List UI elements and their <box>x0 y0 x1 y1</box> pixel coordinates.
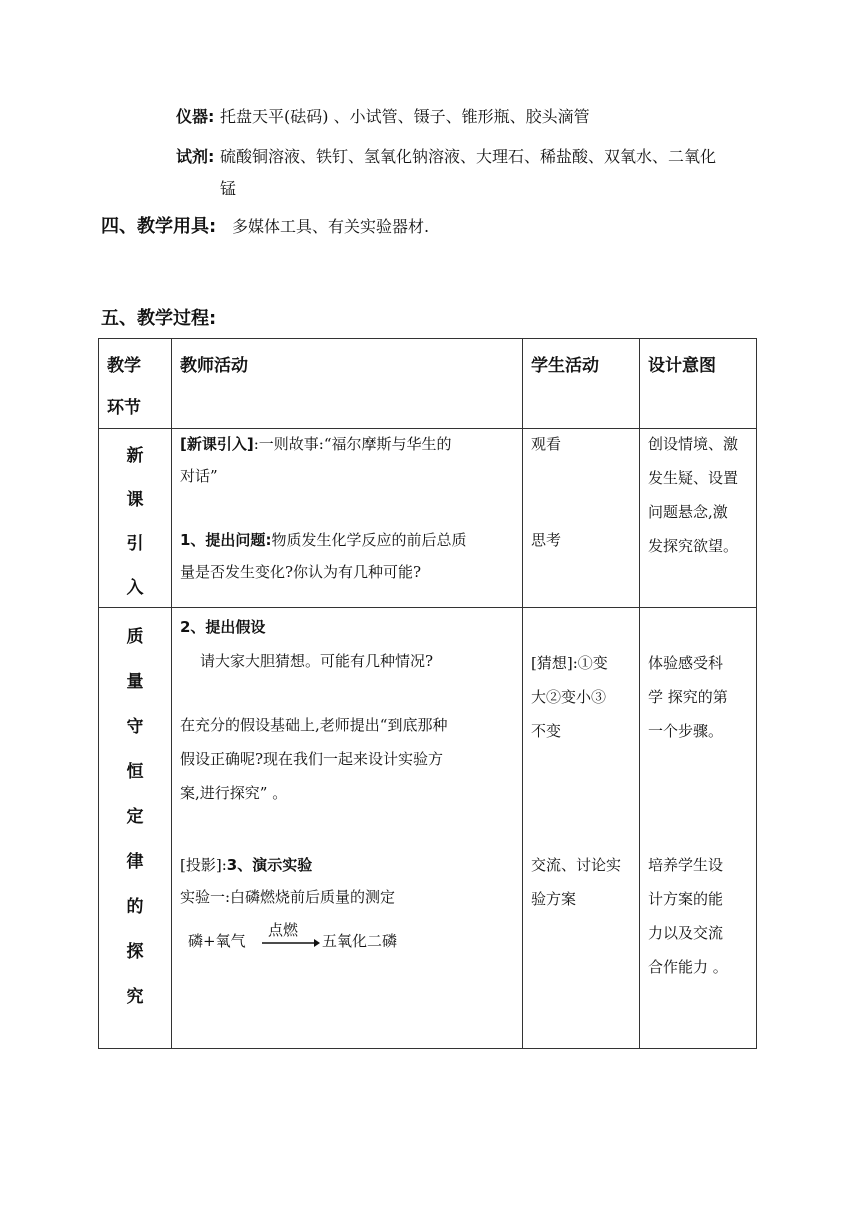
row1-teacher <box>172 429 523 608</box>
row2-stage-char: 量 <box>126 672 144 692</box>
row2-stage-char: 定 <box>126 807 144 827</box>
header-student <box>523 339 640 429</box>
instruments-label: 仪器: <box>176 107 215 126</box>
row1-stage-char: 新 <box>126 446 144 466</box>
row1-stage-char: 引 <box>126 534 144 554</box>
header-stage-line2: 环节 <box>107 398 141 418</box>
row2-stage-char: 守 <box>126 717 144 737</box>
hypothesis-label: 2、提出假设 <box>180 618 266 636</box>
row2-stage-char: 质 <box>126 627 144 647</box>
question-label: 1、提出问题: <box>180 531 272 549</box>
row2-stage-char: 的 <box>126 897 144 917</box>
intent-line: 培养学生设 <box>648 856 724 874</box>
row2-stage-char: 究 <box>126 987 144 1007</box>
header-stage-line1: 教学 <box>107 356 141 376</box>
paragraph-line: 假设正确呢?现在我们一起来设计实验方 <box>180 750 444 768</box>
equation-left: 磷+氧气 <box>188 932 246 950</box>
section4-value: 多媒体工具、有关实验器材. <box>232 217 430 236</box>
header-student-label: 学生活动 <box>531 356 599 376</box>
row2-stage <box>99 608 172 1049</box>
intent-line: 计方案的能 <box>648 890 724 908</box>
intent-line: 问题悬念,激 <box>648 503 728 521</box>
intent-line: 一个步骤。 <box>648 722 724 740</box>
projection-tag: [投影]: <box>180 856 227 874</box>
row1-stage-char: 课 <box>126 490 144 510</box>
row2-teacher <box>172 608 523 1049</box>
header-stage <box>99 339 172 429</box>
header-intent <box>640 339 757 429</box>
student-discuss-line: 交流、讨论实 <box>531 856 622 874</box>
paragraph-line: 案,进行探究” 。 <box>180 784 288 802</box>
student-guess-line: [猜想]:①变 <box>531 654 608 672</box>
row2-intent <box>640 608 757 1049</box>
intent-line: 学 探究的第 <box>648 688 728 706</box>
student-watch: 观看 <box>531 435 562 453</box>
intent-line: 力以及交流 <box>648 924 724 942</box>
student-think: 思考 <box>531 531 562 549</box>
table-row-intro <box>99 429 757 608</box>
row1-student <box>523 429 640 608</box>
row1-intent <box>640 429 757 608</box>
student-discuss-line: 验方案 <box>531 890 577 908</box>
reagents-value-cont: 锰 <box>220 179 237 198</box>
row1-question-line1 <box>180 523 466 557</box>
row2-stage-char: 律 <box>126 852 144 872</box>
story-text: :一则故事:“福尔摩斯与华生的 <box>253 435 452 453</box>
table-row-exploration <box>99 608 757 1049</box>
demo-experiment-label: 3、演示实验 <box>226 856 313 874</box>
table-header-row <box>99 339 757 429</box>
equation-condition: 点燃 <box>268 921 299 939</box>
reaction-arrow-icon <box>262 938 320 948</box>
row2-stage-char: 恒 <box>126 762 144 782</box>
section4-heading: 四、教学用具: <box>101 216 217 237</box>
student-guess-line: 不变 <box>531 722 562 740</box>
paragraph-line: 在充分的假设基础上,老师提出“到底那种 <box>180 716 448 734</box>
row1-stage-char: 入 <box>126 578 144 598</box>
intent-line: 发生疑、设置 <box>648 469 739 487</box>
header-teacher <box>172 339 523 429</box>
header-teacher-label: 教师活动 <box>180 356 248 376</box>
equation-right: 五氧化二磷 <box>322 932 398 950</box>
instruments-value: 托盘天平(砝码) 、小试管、镊子、锥形瓶、胶头滴管 <box>220 107 590 126</box>
reagents-value: 硫酸铜溶液、铁钉、氢氧化钠溶液、大理石、稀盐酸、双氧水、二氧化 <box>220 147 717 166</box>
intent-line: 创设情境、激 <box>648 435 739 453</box>
question-text: 物质发生化学反应的前后总质 <box>271 531 467 549</box>
header-intent-label: 设计意图 <box>648 356 716 376</box>
intent-line: 体验感受科 <box>648 654 724 672</box>
row1-teacher-line2: 对话” <box>180 467 218 485</box>
intent-line: 发探究欲望。 <box>648 537 739 555</box>
teaching-process-table <box>98 338 757 1049</box>
row2-stage-char: 探 <box>126 942 144 962</box>
row1-teacher-line1 <box>180 427 452 461</box>
projection-line <box>180 848 312 882</box>
section5-heading: 五、教学过程: <box>101 308 217 329</box>
student-guess-line: 大②变小③ <box>531 688 607 706</box>
row2-student <box>523 608 640 1049</box>
reagents-label: 试剂: <box>176 147 215 166</box>
intent-line: 合作能力 。 <box>648 958 728 976</box>
hypothesis-text: 请大家大胆猜想。可能有几种情况? <box>200 652 434 670</box>
row1-question-line2: 量是否发生变化?你认为有几种可能? <box>180 563 422 581</box>
row1-stage <box>99 429 172 608</box>
new-lesson-tag: [新课引入] <box>180 435 254 453</box>
experiment-one: 实验一:白磷燃烧前后质量的测定 <box>180 888 396 906</box>
